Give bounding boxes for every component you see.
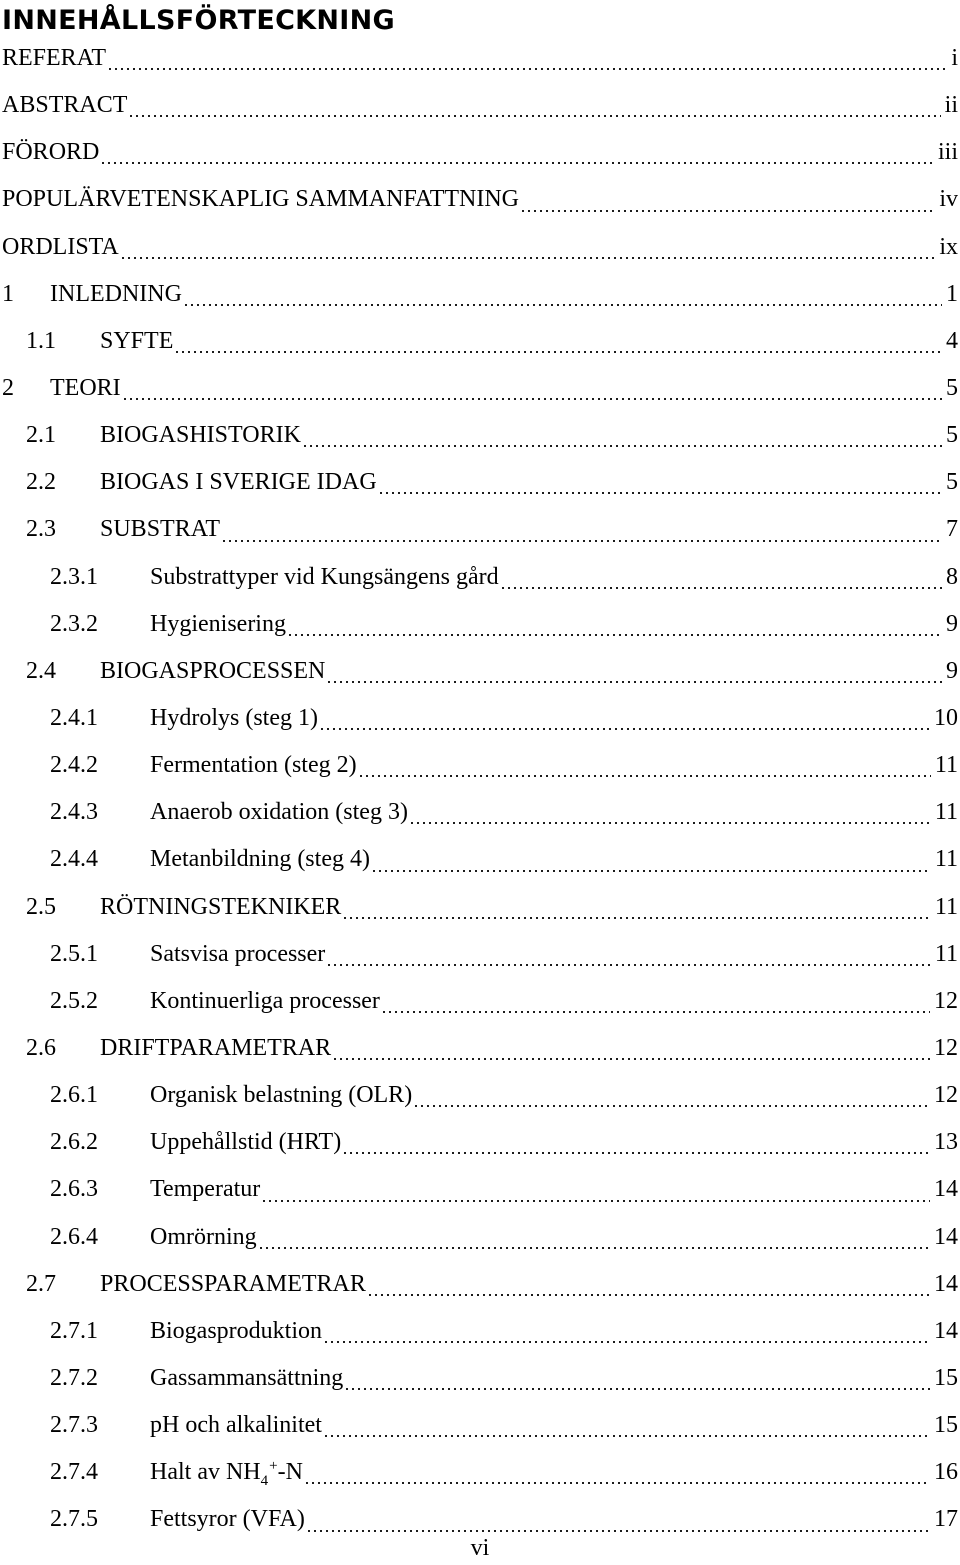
toc-entry-number: 1.1 (26, 327, 56, 354)
toc-dot-leader (176, 318, 942, 365)
toc-entry-title[interactable]: Biogasproduktion (150, 1317, 322, 1344)
toc-entry[interactable] (0, 35, 958, 82)
toc-entry-title[interactable]: POPULÄRVETENSKAPLIG SAMMANFATTNING (2, 186, 519, 213)
toc-entry-title[interactable]: PROCESSPARAMETRAR (100, 1270, 366, 1297)
toc-dot-leader (325, 1402, 930, 1449)
toc-entry[interactable] (0, 506, 958, 553)
toc-entry-number: 2.4 (26, 657, 56, 684)
toc-entry-title[interactable]: Hygienisering (150, 610, 286, 637)
toc-entry[interactable] (0, 1119, 958, 1166)
toc-entry-title[interactable]: RÖTNINGSTEKNIKER (100, 893, 342, 920)
toc-dot-leader (522, 176, 935, 223)
toc-dot-leader (102, 129, 934, 176)
toc-entry-title[interactable]: SUBSTRAT (100, 516, 221, 543)
page-number-footer: vi (470, 1535, 490, 1561)
toc-dot-leader (124, 365, 942, 412)
toc-entry-page-number[interactable]: 14 (934, 1223, 958, 1250)
toc-entry-number: 2.7 (26, 1270, 56, 1297)
toc-entry[interactable] (0, 789, 958, 836)
toc-entry-number: 2.5 (26, 893, 56, 920)
toc-entry-title[interactable]: Metanbildning (steg 4) (150, 846, 370, 873)
toc-entry-title[interactable]: pH och alkalinitet (150, 1412, 322, 1439)
toc-entry-number: 2.6.1 (50, 1082, 98, 1109)
toc-entry-title[interactable] (150, 1449, 306, 1496)
toc-dot-leader (185, 271, 942, 318)
toc-entry[interactable] (0, 1214, 958, 1261)
toc-entry-title[interactable]: Omrörning (150, 1223, 257, 1250)
toc-entry-title-subscript: 4 (260, 1473, 269, 1490)
toc-entry[interactable] (0, 931, 958, 978)
toc-entry[interactable] (0, 836, 958, 883)
toc-entry[interactable] (0, 1449, 958, 1496)
toc-entry-number: 2.6.2 (50, 1129, 98, 1156)
toc-entry-title-superscript: + (269, 1458, 278, 1475)
toc-dot-leader (260, 1214, 930, 1261)
toc-entry[interactable] (0, 978, 958, 1025)
toc-entry-page-number[interactable]: 12 (934, 1034, 958, 1061)
toc-dot-leader (263, 1166, 930, 1213)
toc-entry-title[interactable]: INLEDNING (50, 280, 182, 307)
toc-entry[interactable] (0, 365, 958, 412)
toc-entry-page-number[interactable]: 14 (934, 1317, 958, 1344)
toc-dot-leader (373, 836, 931, 883)
toc-entry-page-number[interactable]: 16 (934, 1459, 958, 1486)
toc-entry-title[interactable]: Uppehållstid (HRT) (150, 1129, 342, 1156)
toc-dot-leader (380, 459, 942, 506)
toc-entry-title[interactable]: BIOGASPROCESSEN (100, 657, 326, 684)
toc-dot-leader (223, 506, 942, 553)
toc-entry-title[interactable]: Hydrolys (steg 1) (150, 704, 318, 731)
toc-entry-page-number[interactable]: 7 (946, 516, 958, 543)
toc-dot-leader (130, 82, 940, 129)
toc-entry-title-text: -N (277, 1459, 303, 1486)
toc-entry-number: 2.7.2 (50, 1364, 98, 1391)
toc-entry[interactable] (0, 459, 958, 506)
toc-entry-page-number[interactable]: 9 (946, 657, 958, 684)
toc-entry-page-number[interactable]: 10 (934, 704, 958, 731)
toc-entry-title[interactable]: BIOGAS I SVERIGE IDAG (100, 469, 377, 496)
toc-entry-page-number[interactable]: 5 (946, 422, 958, 449)
toc-entry-page-number[interactable]: ii (944, 92, 958, 119)
toc-entry-number: 2.6.3 (50, 1176, 98, 1203)
toc-dot-leader (344, 1119, 930, 1166)
toc-dot-leader (304, 412, 942, 459)
toc-entry-number: 2.7.1 (50, 1317, 98, 1344)
toc-entry-title[interactable]: Substrattyper vid Kungsängens gård (150, 563, 499, 590)
toc-entry-number: 2.2 (26, 469, 56, 496)
toc-entry[interactable] (0, 176, 958, 223)
toc-dot-leader (328, 931, 931, 978)
toc-entry-number: 2.4.3 (50, 799, 98, 826)
toc-entry-number: 2.4.4 (50, 846, 98, 873)
toc-entry-title[interactable]: FÖRORD (2, 139, 100, 166)
toc-entry[interactable] (0, 1166, 958, 1213)
toc-entry-number: 1 (2, 280, 14, 307)
toc-entry-title[interactable]: REFERAT (2, 45, 107, 71)
toc-entry-page-number[interactable]: 15 (934, 1412, 958, 1439)
toc-dot-leader (306, 1449, 930, 1496)
toc-entry-number: 2.4.2 (50, 752, 98, 779)
toc-entry-number: 2.5.2 (50, 987, 98, 1014)
toc-entry-title[interactable]: Anaerob oxidation (steg 3) (150, 799, 408, 826)
toc-entry[interactable] (0, 601, 958, 648)
toc-dot-leader (328, 648, 942, 695)
toc-entry-page-number[interactable]: 14 (934, 1176, 958, 1203)
toc-entry-page-number[interactable]: 17 (934, 1506, 958, 1533)
toc-dot-leader (360, 742, 931, 789)
toc-entry-title[interactable]: Fettsyror (VFA) (150, 1506, 305, 1533)
toc-entry[interactable] (0, 1025, 958, 1072)
toc-dot-leader (383, 978, 930, 1025)
toc-entry-number: 2.3 (26, 516, 56, 543)
toc-entry-page-number[interactable]: ix (939, 233, 958, 260)
toc-entry-title[interactable]: Organisk belastning (OLR) (150, 1082, 413, 1109)
toc-dot-leader (502, 554, 942, 601)
toc-entry-page-number[interactable]: 5 (946, 469, 958, 496)
toc-entry[interactable] (0, 318, 958, 365)
toc-entry[interactable] (0, 129, 958, 176)
toc-entry[interactable] (0, 695, 958, 742)
toc-entry-title[interactable]: Gassammansättning (150, 1364, 344, 1391)
toc-entry-title[interactable]: Temperatur (150, 1176, 261, 1203)
toc-entry-page-number[interactable]: i (951, 45, 958, 71)
toc-entry-page-number[interactable]: 11 (934, 940, 958, 967)
toc-entry-title[interactable]: Satsvisa processer (150, 940, 326, 967)
toc-entry[interactable] (0, 1402, 958, 1449)
toc-entry[interactable] (0, 648, 958, 695)
toc-dot-leader (346, 1355, 930, 1402)
toc-entry-title[interactable]: BIOGASHISTORIK (100, 422, 301, 449)
toc-entry-number: 2.7.5 (50, 1506, 98, 1533)
toc-entry-page-number[interactable]: 11 (934, 799, 958, 826)
toc-list (0, 35, 958, 1544)
toc-entry-page-number[interactable]: 14 (934, 1270, 958, 1297)
toc-entry[interactable] (0, 1308, 958, 1355)
toc-entry-page-number[interactable]: 4 (946, 327, 958, 354)
toc-dot-leader (411, 789, 931, 836)
toc-entry-number: 2.7.4 (50, 1459, 98, 1486)
toc-entry-title[interactable]: ORDLISTA (2, 233, 119, 260)
toc-entry-title[interactable]: DRIFTPARAMETRAR (100, 1034, 332, 1061)
toc-entry[interactable] (0, 554, 958, 601)
toc-entry-page-number[interactable]: 12 (934, 987, 958, 1014)
toc-entry-title[interactable]: TEORI (50, 374, 121, 401)
toc-entry[interactable] (0, 1355, 958, 1402)
toc-dot-leader (344, 884, 931, 931)
toc-entry-page-number[interactable]: 9 (946, 610, 958, 637)
toc-entry-number: 2 (2, 374, 14, 401)
toc-entry-title[interactable]: SYFTE (100, 327, 174, 354)
toc-entry-page-number[interactable]: iv (939, 186, 958, 213)
toc-entry-page-number[interactable]: 12 (934, 1082, 958, 1109)
toc-entry[interactable] (0, 1072, 958, 1119)
toc-entry-number: 2.7.3 (50, 1412, 98, 1439)
toc-entry[interactable] (0, 224, 958, 271)
toc-entry-page-number[interactable]: iii (937, 139, 958, 166)
toc-entry-title-text: Halt av NH (150, 1459, 261, 1486)
toc-entry-number: 2.6 (26, 1034, 56, 1061)
toc-dot-leader (325, 1308, 930, 1355)
toc-entry-title[interactable]: Fermentation (steg 2) (150, 752, 357, 779)
toc-entry-number: 2.3.2 (50, 610, 98, 637)
toc-dot-leader (334, 1025, 930, 1072)
toc-entry-number: 2.3.1 (50, 563, 98, 590)
toc-dot-leader (369, 1261, 930, 1308)
toc-entry[interactable] (0, 884, 958, 931)
toc-entry-page-number[interactable]: 11 (934, 752, 958, 779)
toc-dot-leader (321, 695, 930, 742)
toc-entry-page-number[interactable]: 1 (946, 280, 958, 307)
toc-entry-number: 2.5.1 (50, 940, 98, 967)
toc-entry-page-number[interactable]: 8 (946, 563, 958, 590)
toc-entry-title[interactable]: Kontinuerliga processer (150, 987, 380, 1014)
toc-dot-leader (415, 1072, 930, 1119)
toc-entry[interactable] (0, 82, 958, 129)
toc-entry-page-number[interactable]: 5 (946, 374, 958, 401)
toc-heading: INNEHÅLLSFÖRTECKNING (2, 5, 396, 36)
toc-entry-page-number[interactable]: 15 (934, 1364, 958, 1391)
toc-entry[interactable] (0, 271, 958, 318)
toc-entry-number: 2.4.1 (50, 704, 98, 731)
toc-entry-number: 2.6.4 (50, 1223, 98, 1250)
toc-entry-page-number[interactable]: 13 (934, 1129, 958, 1156)
toc-entry-number: 2.1 (26, 422, 56, 449)
toc-entry[interactable] (0, 412, 958, 459)
toc-entry[interactable] (0, 1261, 958, 1308)
toc-entry[interactable] (0, 742, 958, 789)
toc-dot-leader (289, 601, 942, 648)
toc-entry-title[interactable]: ABSTRACT (2, 92, 128, 119)
toc-dot-leader (122, 224, 936, 271)
toc-entry-page-number[interactable]: 11 (934, 893, 958, 920)
toc-entry-page-number[interactable]: 11 (934, 846, 958, 873)
toc-dot-leader (109, 35, 947, 82)
